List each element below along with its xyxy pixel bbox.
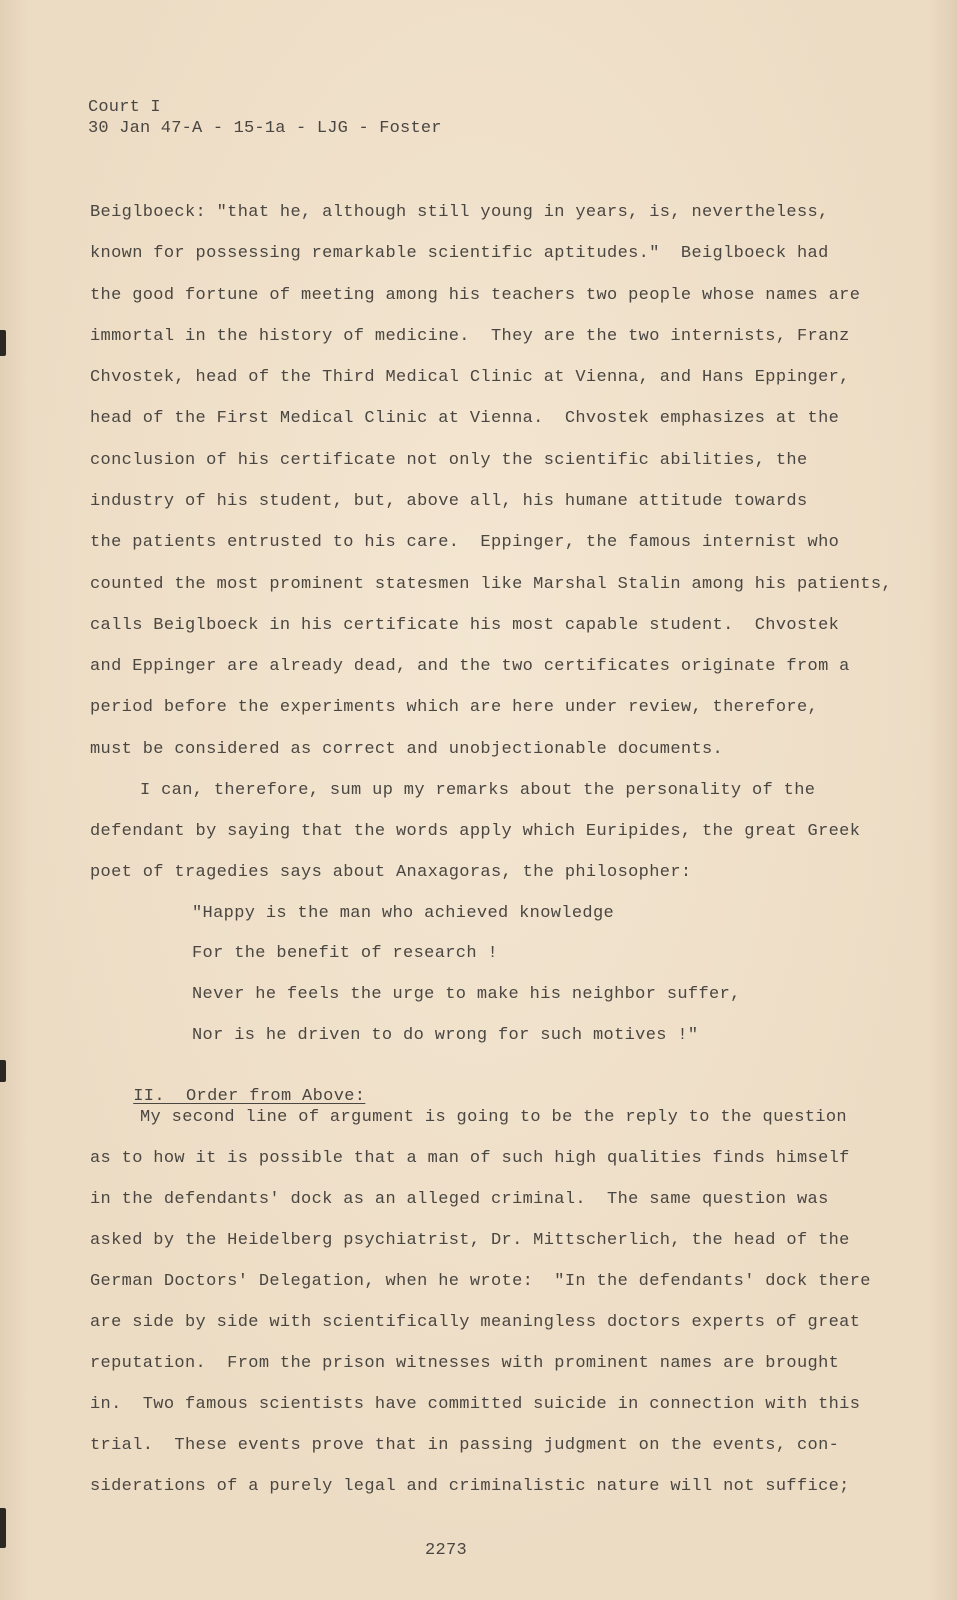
text-line: as to how it is possible that a man of such high qualities finds himself [90,1149,850,1168]
text-line: reputation. From the prison witnesses with prominent names are brought [90,1354,840,1373]
document-header [88,97,442,139]
poem-line: Never he feels the urge to make his neighbor suffer, [192,985,741,1004]
text-line: German Doctors' Delegation, when he wrote: "In the defendants' dock there [90,1272,871,1291]
court-label: Court I [88,98,161,117]
text-line: the patients entrusted to his care. Eppinger, the famous internist who [90,533,840,552]
text-line: I can, therefore, sum up my remarks about the personality of the [140,781,816,800]
text-line: the good fortune of meeting among his teachers two people whose names are [90,286,861,305]
text-line: Beiglboeck: "that he, although still young in years, is, nevertheless, [90,203,829,222]
text-line: in. Two famous scientists have committed suicide in connection with this [90,1395,861,1414]
text-line: counted the most prominent statesmen like Marshal Stalin among his patients, [90,575,892,594]
poem-line: Nor is he driven to do wrong for such motives !" [192,1026,699,1045]
binding-mark [0,330,6,356]
text-line: trial. These events prove that in passing judgment on the events, con- [90,1436,840,1455]
text-line: in the defendants' dock as an alleged criminal. The same question was [90,1190,829,1209]
text-line: siderations of a purely legal and criminalistic nature will not suffice; [90,1477,850,1496]
text-line: must be considered as correct and unobjectionable documents. [90,740,724,759]
text-line: My second line of argument is going to be the reply to the question [140,1108,847,1127]
poem-line: "Happy is the man who achieved knowledge [192,904,615,923]
text-line: immortal in the history of medicine. They are the two internists, Franz [90,327,850,346]
text-line: defendant by saying that the words apply which Euripides, the great Greek [90,822,861,841]
text-line: and Eppinger are already dead, and the two certificates originate from a [90,657,850,676]
text-line: conclusion of his certificate not only the scientific abilities, the [90,451,808,470]
text-line: Chvostek, head of the Third Medical Clinic at Vienna, and Hans Eppinger, [90,368,850,387]
binding-mark [0,1060,6,1082]
poem-line: For the benefit of research ! [192,944,498,963]
text-line: poet of tragedies says about Anaxagoras, the philosopher: [90,863,692,882]
section-heading-text: II. Order from Above: [133,1087,366,1106]
text-line: period before the experiments which are here under review, therefore, [90,698,819,717]
text-line: calls Beiglboeck in his certificate his most capable student. Chvostek [90,616,840,635]
text-line: known for possessing remarkable scientific aptitudes." Beiglboeck had [90,244,829,263]
text-line: head of the First Medical Clinic at Vienna. Chvostek emphasizes at the [90,409,840,428]
session-reference: 30 Jan 47-A - 15-1a - LJG - Foster [88,119,442,138]
page-number: 2273 [424,1541,467,1560]
text-line: are side by side with scientifically meaningless doctors experts of great [90,1313,861,1332]
text-line: industry of his student, but, above all, his humane attitude towards [90,492,808,511]
text-line: asked by the Heidelberg psychiatrist, Dr. Mittscherlich, the head of the [90,1231,850,1250]
